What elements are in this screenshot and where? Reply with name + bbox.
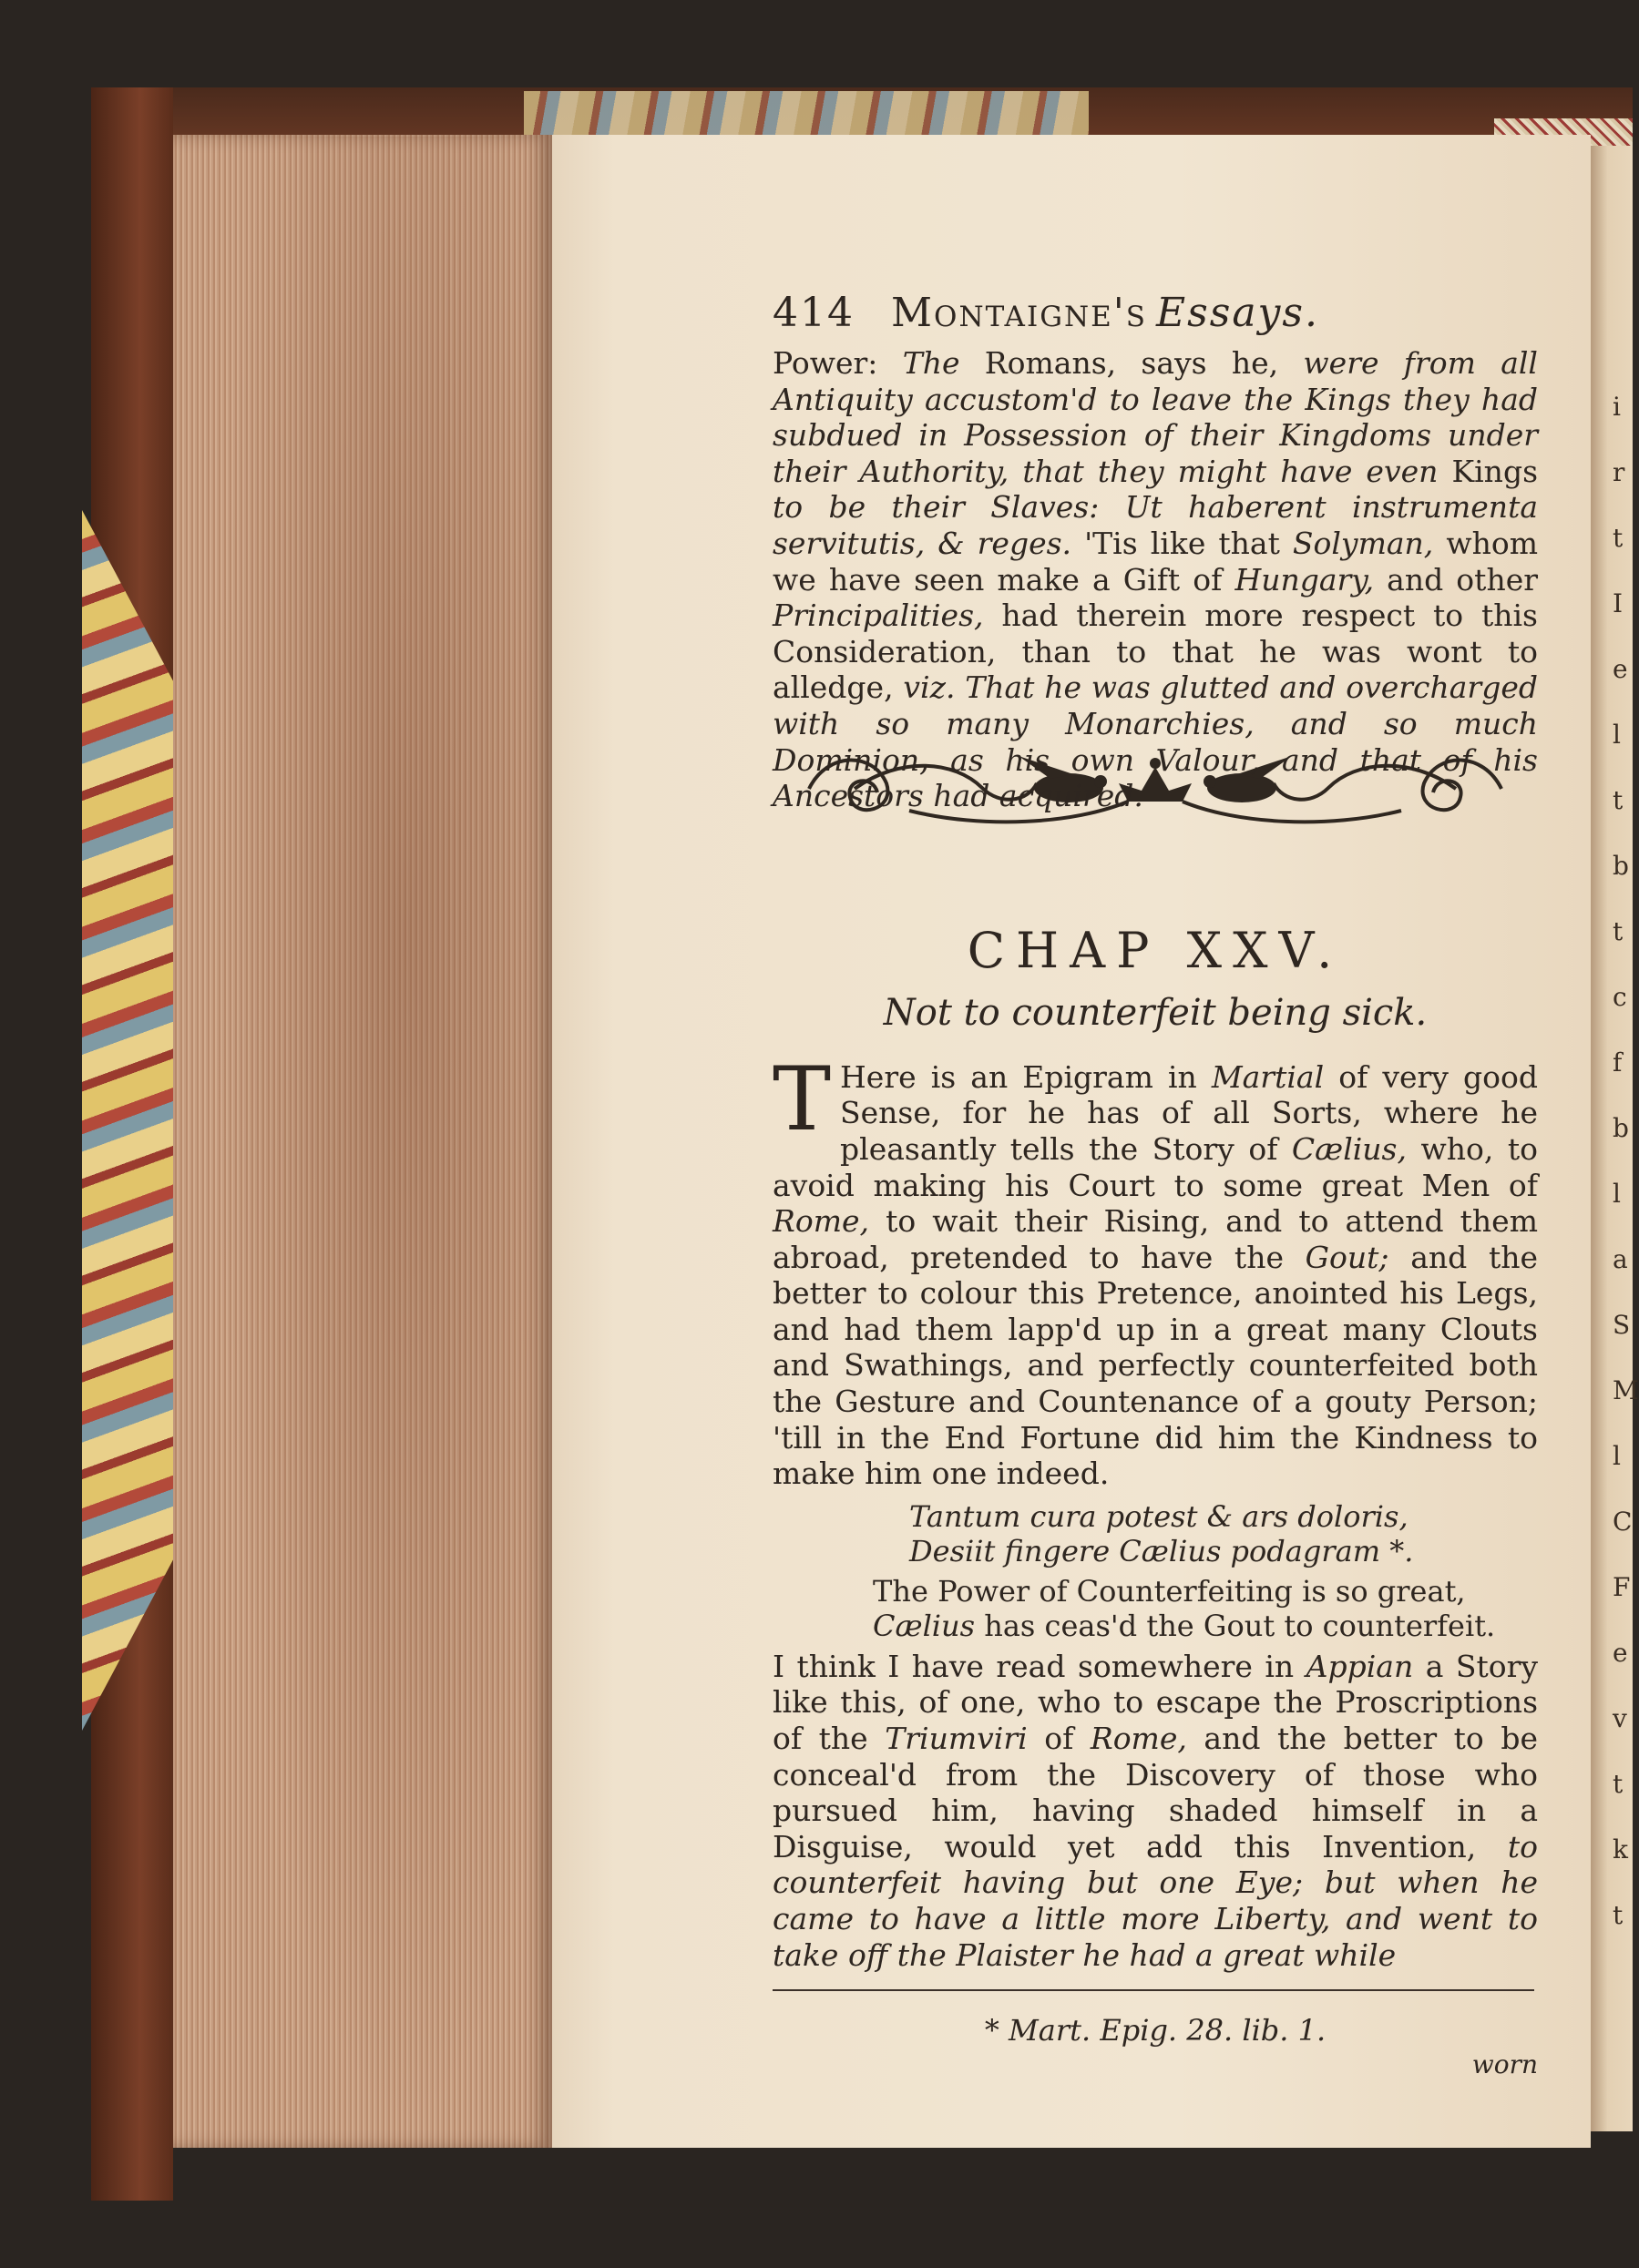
margin-letter: t: [1613, 1900, 1624, 1930]
text-run: Rome,: [1090, 1721, 1187, 1757]
margin-letter: I: [1613, 588, 1624, 618]
text-run: to counterfeit having but one Eye; but when he came to have a little more Liberty, and went to take off the Plaister he had a great while: [773, 1828, 1538, 1973]
text-run: has ceas'd the Gout to counterfeit.: [975, 1608, 1496, 1643]
english-verse-line: [873, 1574, 1538, 1609]
english-verse: [773, 1574, 1538, 1643]
margin-letter: M: [1613, 1375, 1639, 1405]
text-run: Rome,: [773, 1203, 870, 1240]
margin-letter: S: [1613, 1310, 1631, 1340]
margin-letter: e: [1613, 654, 1628, 684]
margin-letter: f: [1613, 1047, 1623, 1078]
catchword: worn: [1471, 2049, 1538, 2080]
margin-letter: k: [1613, 1834, 1628, 1864]
text-run: viz. That he was glutted and overcharged with so many Monarchies, and so much Dominion, as his own Valour, and that of his Ancestors had acquired.: [773, 669, 1538, 814]
latin-verse: [773, 1499, 1538, 1568]
text-run: The: [902, 345, 960, 381]
footnote: * Mart. Epig. 28. lib. 1.: [984, 2013, 1327, 2048]
text-run: whom we have seen make a Gift of: [773, 525, 1538, 598]
text-run: Kings: [1438, 453, 1538, 489]
running-head-italic: Essays.: [1156, 290, 1319, 336]
margin-letter: C: [1613, 1507, 1633, 1537]
page-header: [773, 290, 1538, 336]
text-run: 'Tis like that: [1071, 525, 1293, 561]
text-run: Solyman,: [1292, 525, 1434, 561]
paragraph-next: [773, 1649, 1538, 1973]
paragraph-continued: [773, 345, 1538, 814]
margin-letter: t: [1613, 523, 1624, 553]
margin-letter: r: [1613, 457, 1625, 487]
text-run: and the better to be conceal'd from the Discovery of those who pursued him, having shaded himself in a Disguise, would yet add this Invention,: [773, 1721, 1538, 1864]
margin-letter: b: [1613, 1113, 1629, 1143]
text-run: The Power of Counterfeiting is so great,: [873, 1573, 1466, 1609]
text-run: Romans, says he,: [959, 345, 1304, 381]
text-run: Principalities,: [773, 598, 984, 634]
text-run: Martial: [1211, 1058, 1325, 1095]
chapter-title: CHAP XXV.: [967, 921, 1344, 979]
fore-edge-stain: [210, 137, 538, 2140]
text-run: of: [1027, 1721, 1091, 1757]
text-run: Appian: [1306, 1648, 1414, 1684]
margin-letter: l: [1613, 720, 1621, 750]
margin-letter: t: [1613, 916, 1624, 946]
page-text-block: [773, 290, 1538, 2079]
text-run: had therein more respect to this Consideration, than to that he was wont to alledge,: [773, 598, 1538, 706]
drop-capital: T: [773, 1047, 832, 1150]
text-run: who, to avoid making his Court to some great Men of: [773, 1130, 1538, 1203]
text-run: and the better to colour this Pretence, anointed his Legs, and had them lapp'd up in a great many Clouts and Swathings, and perfectly counterfeited both the Gesture and Countenance of a gouty Person; 'till in the End Fortune did him the Kindness to make him one indeed.: [773, 1239, 1539, 1492]
text-run: were from all Antiquity accustom'd to leave the Kings they had subdued in Possession of their Kingdoms under their Authority, that they might have even: [773, 345, 1538, 489]
english-verse-line: [873, 1609, 1538, 1643]
latin-verse-line: Desiit fingere Cælius podagram *.: [909, 1533, 1414, 1568]
text-run: Here is an Epigram in: [840, 1058, 1212, 1095]
text-run: and other: [1374, 561, 1538, 598]
footnote-rule: [773, 1989, 1534, 1991]
margin-letter: v: [1613, 1703, 1627, 1733]
margin-letter: e: [1613, 1638, 1628, 1668]
margin-letter: F: [1613, 1572, 1631, 1602]
text-run: of very good Sense, for he has of all Sorts, where he pleasantly tells the Story of: [840, 1058, 1538, 1167]
chapter-paragraph: [773, 1047, 1539, 1492]
page-number: 414: [773, 290, 855, 336]
running-head: Montaigne's: [890, 290, 1148, 336]
text-run: Power:: [773, 345, 903, 381]
text-run: Cælius: [873, 1608, 976, 1643]
margin-letter: i: [1613, 392, 1621, 422]
margin-letter: t: [1613, 785, 1624, 815]
text-run: I think I have read somewhere in: [773, 1648, 1306, 1684]
margin-letter: c: [1613, 982, 1627, 1012]
text-run: Triumviri: [885, 1721, 1028, 1757]
text-run: to be their Slaves: Ut haberent instrumenta servitutis, & reges.: [773, 489, 1538, 561]
text-run: a Story like this, of one, who to escape the Proscriptions of the: [773, 1648, 1538, 1757]
text-run: Hungary,: [1234, 561, 1375, 598]
margin-letter: b: [1613, 851, 1629, 881]
margin-letter: l: [1613, 1441, 1621, 1471]
chapter-subtitle: Not to counterfeit being sick.: [883, 991, 1428, 1034]
latin-verse-line: Tantum cura potest & ars doloris,: [909, 1498, 1409, 1534]
marbled-board-left: [82, 510, 173, 1731]
text-run: Cælius,: [1291, 1130, 1407, 1167]
chapter-paragraph-text: [773, 1047, 1539, 1492]
text-run: to wait their Rising, and to attend them abroad, pretended to have the: [773, 1203, 1538, 1275]
margin-letter: l: [1613, 1179, 1621, 1209]
margin-letter: a: [1613, 1244, 1628, 1274]
margin-letter: t: [1613, 1769, 1624, 1799]
marbled-board-top: [524, 91, 1089, 141]
text-run: Gout;: [1305, 1239, 1389, 1275]
